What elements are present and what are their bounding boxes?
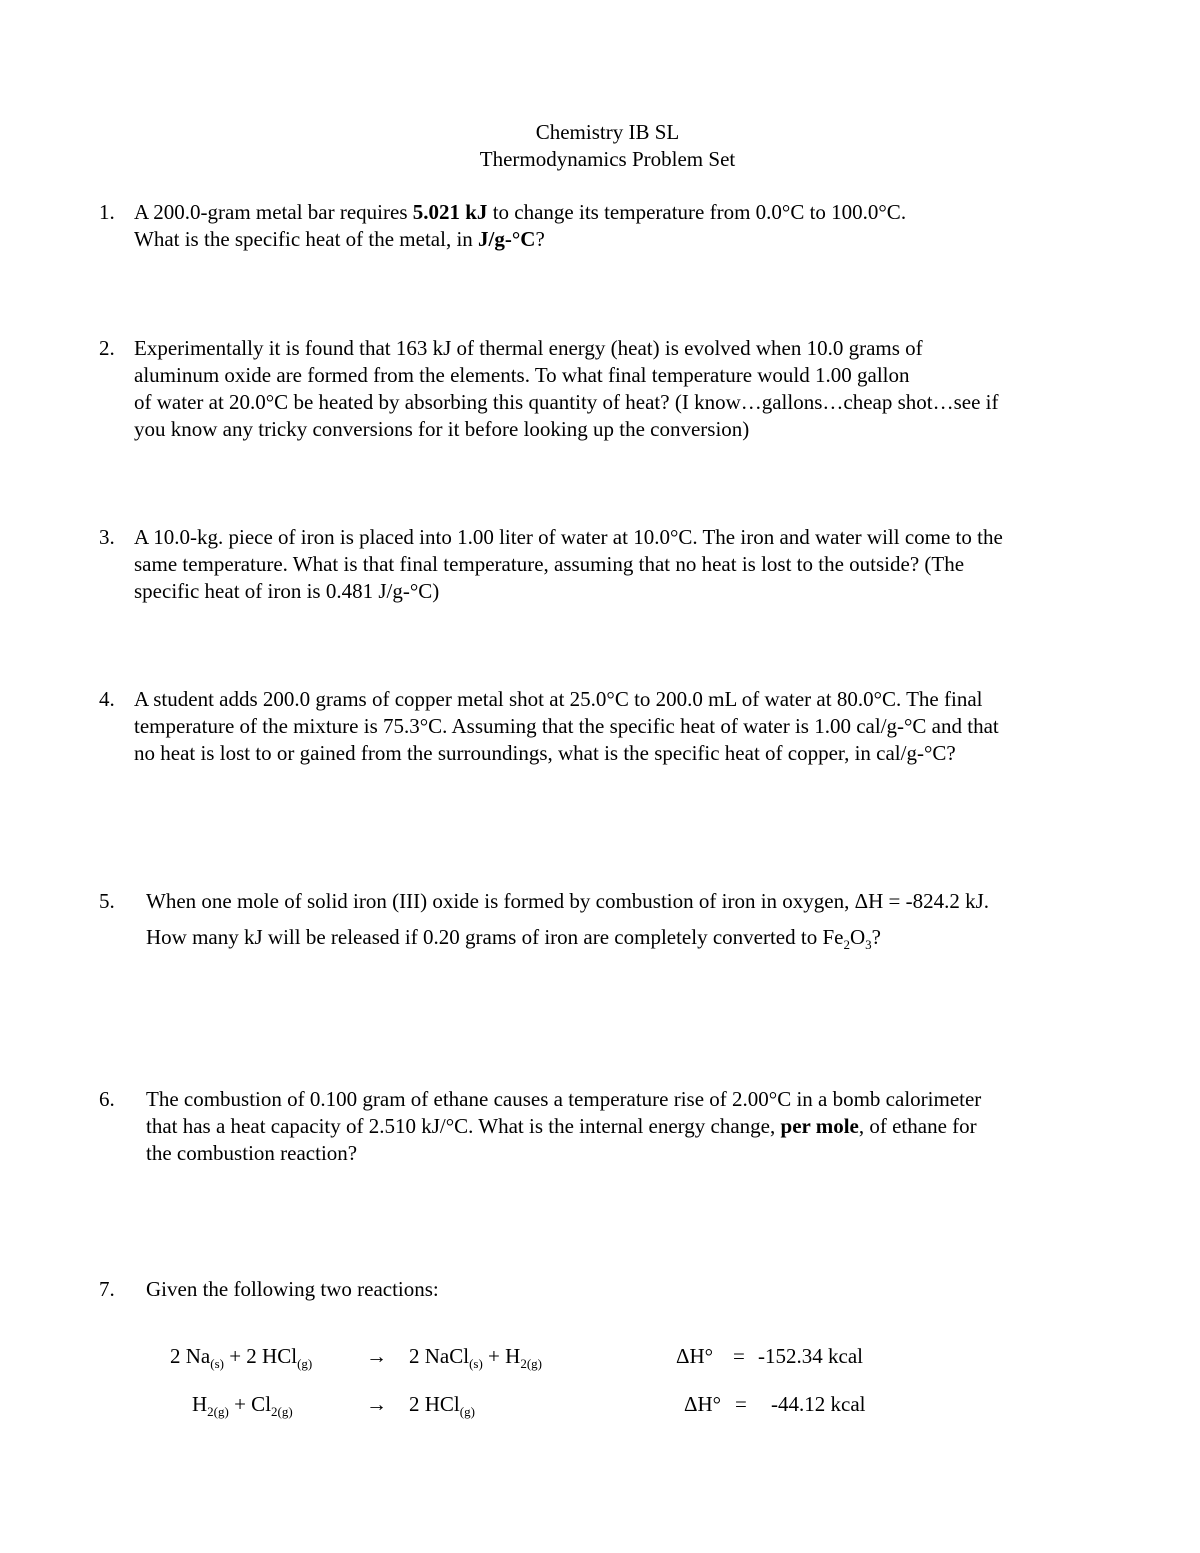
equals-sign: =	[735, 1392, 747, 1416]
problem-text-line: Experimentally it is found that 163 kJ of thermal energy (heat) is evolved when 10.0 grams of	[134, 336, 923, 360]
problem-text-line: How many kJ will be released if 0.20 grams of iron are completely converted to $Fe_2O_3$?	[146, 925, 881, 952]
problem-text-line: A student adds 200.0 grams of copper metal shot at 25.0°C to 200.0 mL of water at 80.0°C. The final	[134, 687, 983, 711]
problem-text-line: temperature of the mixture is 75.3°C. Assuming that the specific heat of water is 1.00 cal/g-°C and that	[134, 714, 999, 738]
problem-text-line: the combustion reaction?	[146, 1141, 358, 1165]
problem-text-line: specific heat of iron is 0.481 J/g-°C)	[134, 579, 440, 603]
problem-number: 2.	[99, 336, 115, 360]
problem-number: 1.	[99, 200, 115, 224]
reaction-arrow-icon: →	[366, 1392, 387, 1416]
problem-number: 3.	[99, 525, 115, 549]
problem-number: 7.	[99, 1277, 115, 1301]
problem-text-line: you know any tricky conversions for it before looking up the conversion)	[134, 417, 750, 441]
enthalpy-label: ΔH°	[684, 1392, 722, 1416]
problem-text-line: A 200.0-gram metal bar requires 5.021 kJ to change its temperature from 0.0°C to 100.0°C.	[134, 200, 907, 224]
reaction-reactants: $H_{2(g)} + Cl_{2(g)}$	[192, 1392, 293, 1419]
problem-text-line: When one mole of solid iron (III) oxide is formed by combustion of iron in oxygen, ΔH = -824.2 kJ.	[146, 889, 990, 913]
page-subtitle: Thermodynamics Problem Set	[479, 147, 736, 171]
reaction-products: 2 NaCl$_{(s)}$ + $H_{2(g)}$	[409, 1344, 542, 1371]
page-title: Chemistry IB SL	[535, 120, 680, 144]
problem-text-line: The combustion of 0.100 gram of ethane causes a temperature rise of 2.00°C in a bomb calorimeter	[146, 1087, 982, 1111]
reaction-arrow-icon: →	[366, 1344, 387, 1368]
problem-text-line: aluminum oxide are formed from the elements. To what final temperature would 1.00 gallon	[134, 363, 910, 387]
enthalpy-value: -152.34 kcal	[758, 1344, 863, 1368]
problem-text-line: A 10.0-kg. piece of iron is placed into 1.00 liter of water at 10.0°C. The iron and water will come to the	[134, 525, 1003, 549]
problem-text-line: What is the specific heat of the metal, in J/g-°C?	[134, 227, 545, 251]
problem-text-line: same temperature. What is that final temperature, assuming that no heat is lost to the outside? (The	[134, 552, 965, 576]
problem-text-line: Given the following two reactions:	[146, 1277, 439, 1301]
enthalpy-label: ΔH°	[676, 1344, 714, 1368]
reaction-products: 2 HCl$_{(g)}$	[409, 1392, 475, 1419]
problem-number: 5.	[99, 889, 115, 913]
equals-sign: =	[733, 1344, 745, 1368]
enthalpy-value: -44.12 kcal	[771, 1392, 866, 1416]
problem-number: 6.	[99, 1087, 115, 1111]
problem-text-line: no heat is lost to or gained from the surroundings, what is the specific heat of copper, in cal/g-°C?	[134, 741, 956, 765]
problem-text-line: that has a heat capacity of 2.510 kJ/°C. What is the internal energy change, per mole, of ethane for	[146, 1114, 977, 1138]
problem-number: 4.	[99, 687, 115, 711]
reaction-reactants: 2 $Na_{(s)} + 2$ HCl$_{(g)}$	[170, 1344, 313, 1371]
problem-text-line: of water at 20.0°C be heated by absorbing this quantity of heat? (I know…gallons…cheap shot…see if	[134, 390, 999, 414]
